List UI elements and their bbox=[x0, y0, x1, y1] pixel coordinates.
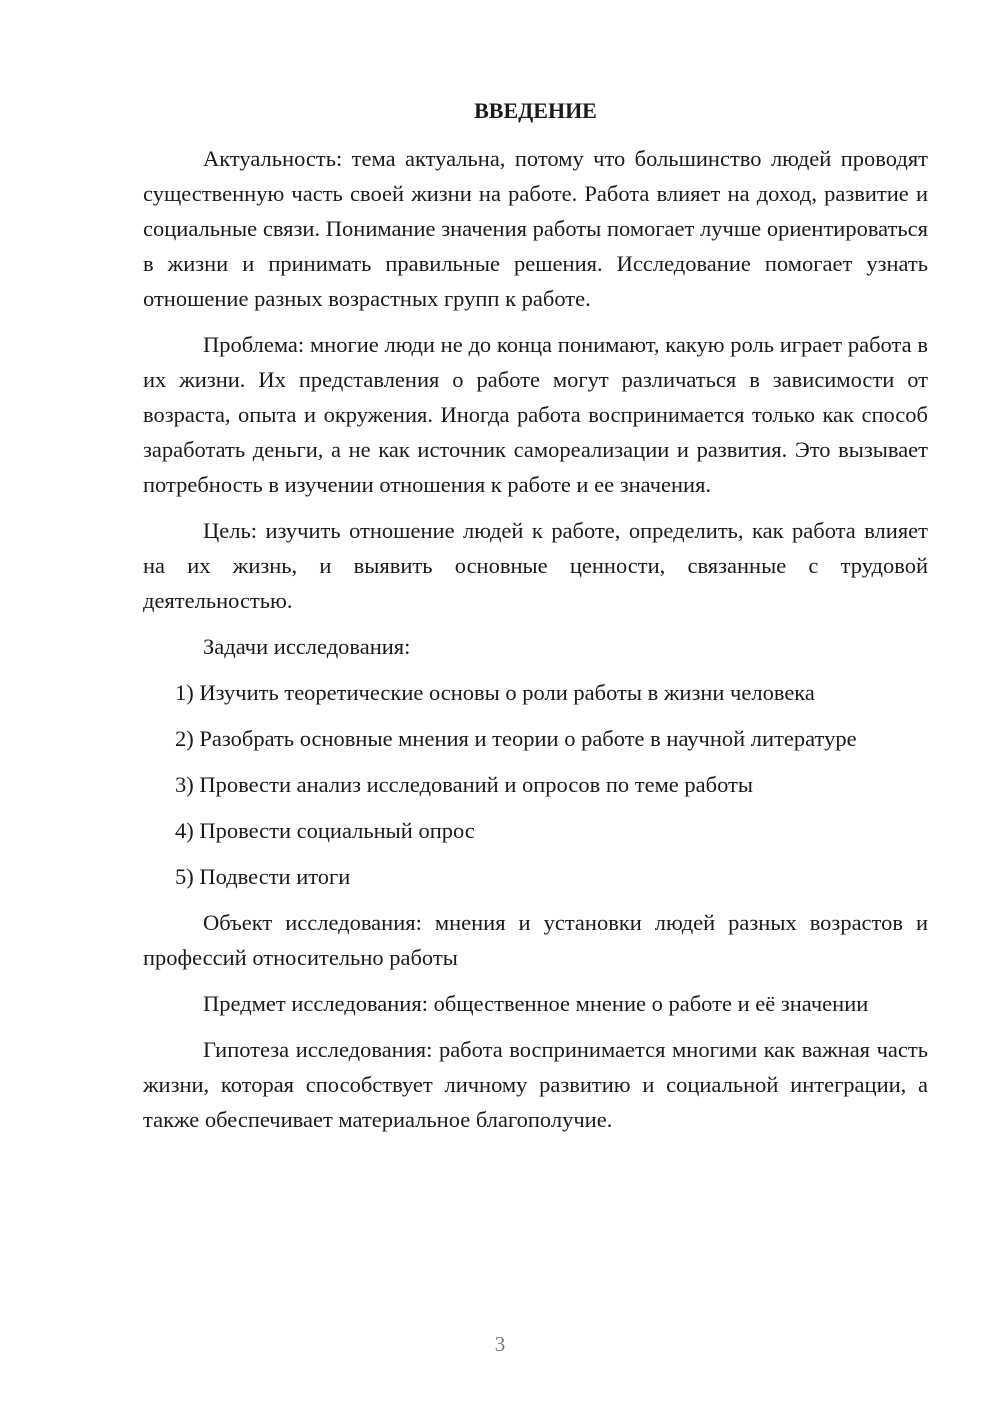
paragraph-goal: Цель: изучить отношение людей к работе, определить, как работа влияет на их жизнь, и выявить основные ценности, связанные с трудовой деятельностью. bbox=[143, 518, 928, 613]
task-item-3: 3) Провести анализ исследований и опросов по теме работы bbox=[175, 772, 754, 797]
paragraph-object: Объект исследования: мнения и установки людей разных возрастов и профессий относительно работы bbox=[143, 910, 928, 970]
paragraph-tasks-heading: Задачи исследования: bbox=[203, 634, 411, 659]
paragraph-hypothesis: Гипотеза исследования: работа воспринимается многими как важная часть жизни, которая способствует личному развитию и социальной интеграции, а также обеспечивает материальное благополучие. bbox=[143, 1037, 928, 1132]
paragraph-relevance: Актуальность: тема актуальна, потому что большинство людей проводят существенную часть своей жизни на работе. Работа влияет на доход, развитие и социальные связи. Понимание значения работы помогает лучше ориентироваться в жизни и принимать правильные решения. Исследование помогает узнать отношение разных возрастных групп к работе. bbox=[143, 146, 928, 311]
paragraph-subject: Предмет исследования: общественное мнение о работе и её значении bbox=[203, 991, 869, 1016]
page-number: 3 bbox=[494, 1332, 506, 1356]
page-content bbox=[143, 95, 928, 1148]
task-item-5: 5) Подвести итоги bbox=[175, 864, 351, 889]
task-item-4: 4) Провести социальный опрос bbox=[175, 818, 475, 843]
section-title: ВВЕДЕНИЕ bbox=[474, 98, 597, 123]
task-item-2: 2) Разобрать основные мнения и теории о работе в научной литературе bbox=[175, 726, 857, 751]
paragraph-problem: Проблема: многие люди не до конца понимают, какую роль играет работа в их жизни. Их представления о работе могут различаться в зависимости от возраста, опыта и окружения. Иногда работа воспринимается только как способ заработать деньги, а не как источник самореализации и развития. Это вызывает потребность в изучении отношения к работе и ее значения. bbox=[143, 332, 928, 497]
task-item-1: 1) Изучить теоретические основы о роли работы в жизни человека bbox=[175, 680, 815, 705]
